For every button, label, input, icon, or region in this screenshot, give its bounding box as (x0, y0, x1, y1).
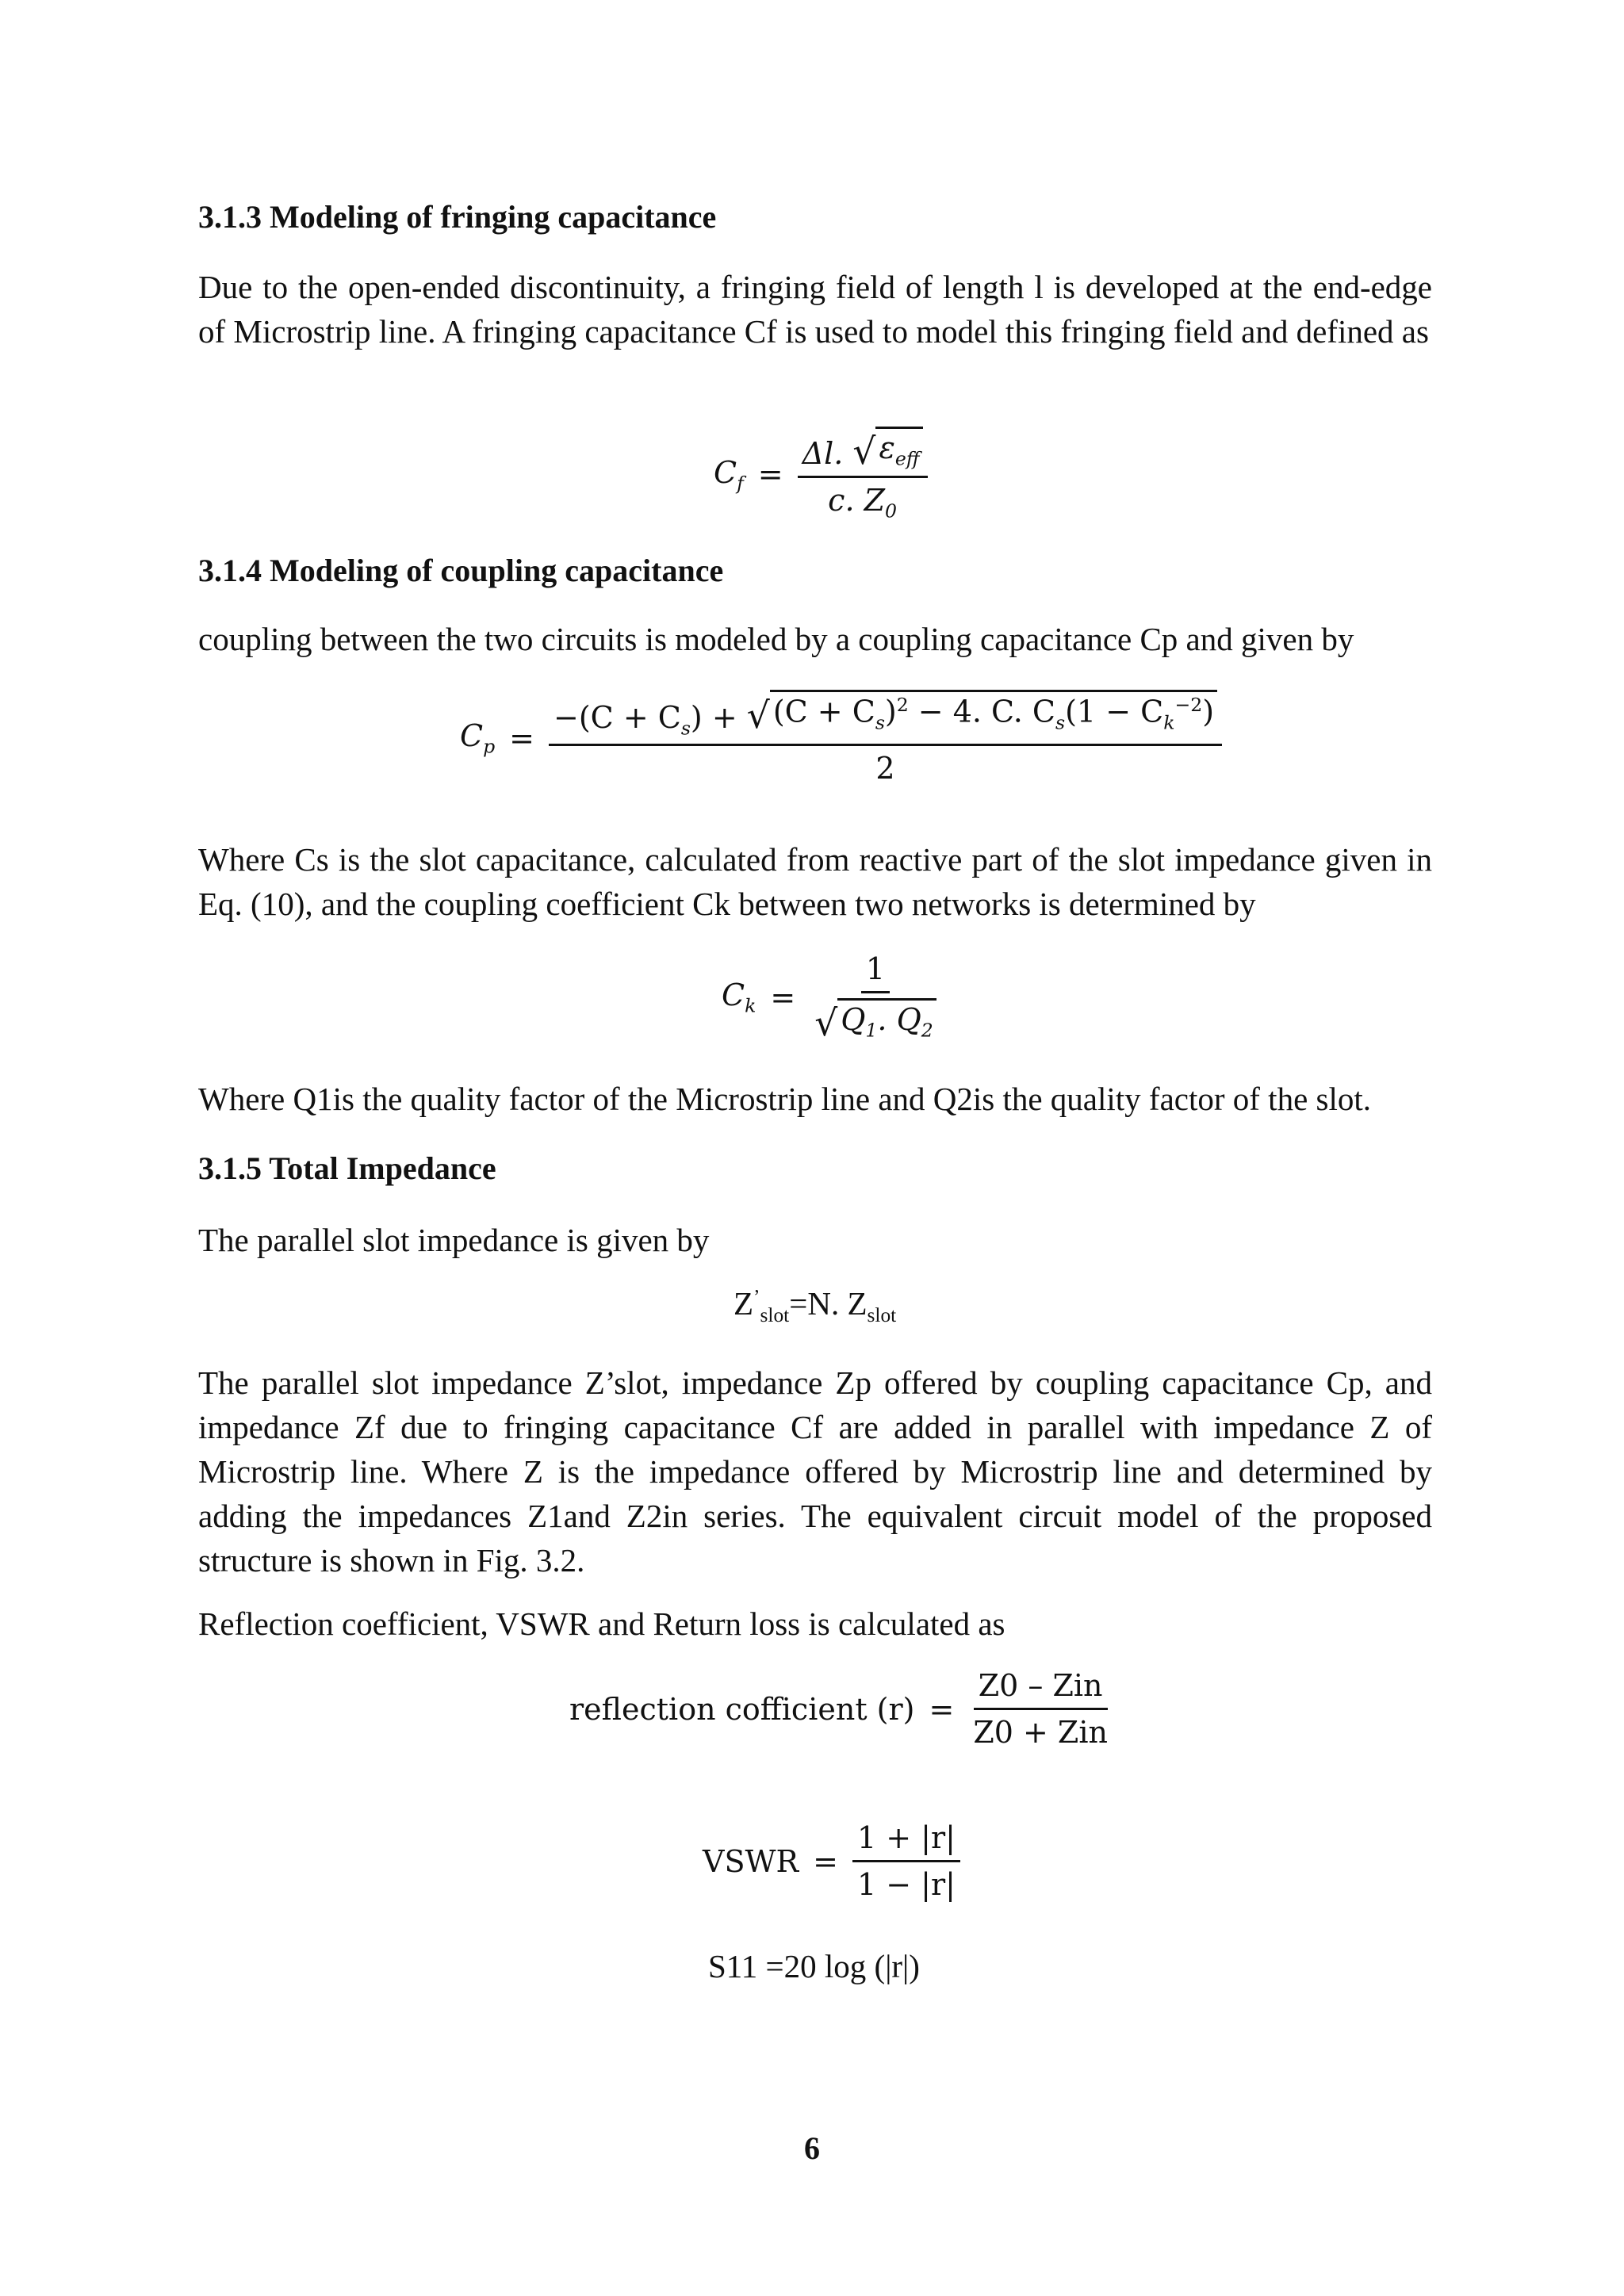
section-heading-3-1-5: 3.1.5 Total Impedance (198, 1150, 496, 1186)
refl-denominator: Z0 + Zin (973, 1715, 1108, 1750)
cp-denominator: 2 (875, 751, 895, 786)
paragraph-quality-factor: Where Q1is the quality factor of the Microstrip line and Q2is the quality factor of the slot. (198, 1081, 1372, 1117)
equation-coupling-capacitance: $C_p$ = $-(C + C_s)$ + √ $(C + C_s)^2 - 4$. C. $C_s(1 - C_k^{-2})$ 2 (460, 690, 1222, 786)
equation-reflection-coefficient: reflection cofficient (r) = $\frac{\text{Z0 – Zin}}{\text{Z0 + Zin}}$ (569, 1668, 1113, 1750)
ck-numerator: 1 (861, 951, 890, 993)
cf-denominator: c. $Z_0$ (828, 483, 897, 522)
paragraph-slot-impedance-intro: The parallel slot impedance is given by (198, 1222, 710, 1258)
equation-vswr: VSWR = $\frac{1 + |r|}{1 - |r|}$ (703, 1820, 960, 1902)
cf-numerator-delta-l: Δl. (802, 436, 844, 471)
paragraph-coupling-intro: coupling between the two circuits is modeled by a coupling capacitance Cp and given by (198, 621, 1354, 657)
paragraph-parallel-impedance: The parallel slot impedance Z’slot, impedance Zp offered by coupling capacitance Cp, and impedance Zf due to fringing capacitance Cf are added in parallel with impedance Z of Microstrip line. Where Z is the impedance offered by Microstrip line and determined by adding the impedances Z1and Z2in series. The equivalent circuit model of the proposed structure is shown in Fig. 3.2. (198, 1364, 1432, 1578)
paragraph-fringing-field: Due to the open-ended discontinuity, a fringing field of length l is developed at the end-edge of Microstrip line. A fringing capacitance Cf is used to model this fringing field and defined as (198, 269, 1432, 350)
refl-numerator: Z0 – Zin (974, 1668, 1108, 1710)
page-number: 6 (804, 2130, 820, 2166)
paragraph-reflection-intro: Reflection coefficient, VSWR and Return loss is calculated as (198, 1605, 1005, 1642)
section-heading-3-1-3: 3.1.3 Modeling of fringing capacitance (198, 199, 717, 235)
vswr-lhs: VSWR (703, 1843, 799, 1879)
cp-numerator-left: $-(C + C_s)$ + (553, 699, 737, 740)
ck-radicand: $Q_1$. $Q_2$ (837, 998, 936, 1042)
paragraph-slot-capacitance: Where Cs is the slot capacitance, calculated from reactive part of the slot impedance given in Eq. (10), and the coupling coefficient Ck between two networks is determined by (198, 841, 1432, 922)
cp-radicand: $(C + C_s)^2 - 4$. C. $C_s(1 - C_k^{-2})$ (770, 690, 1217, 733)
refl-lhs: reflection cofficient (r) (569, 1691, 915, 1727)
section-heading-3-1-4: 3.1.4 Modeling of coupling capacitance (198, 553, 724, 588)
vswr-denominator: 1 − |r| (857, 1867, 956, 1902)
cf-lhs: $C_f$ (714, 454, 744, 495)
equation-fringing-capacitance: $C_f$ = Δl. √ $\varepsilon_{eff}$ c. $Z_0$ (714, 427, 928, 522)
equation-s11: S11 =20 log (|r|) (708, 1948, 920, 1984)
vswr-numerator: 1 + |r| (852, 1820, 960, 1862)
equation-parallel-slot-impedance: $Z^’_{slot}=N$. $Z_{slot}$ (733, 1285, 897, 1327)
equation-coupling-coefficient: $C_k$ = 1 √ $Q_1$. $Q_2$ (722, 951, 941, 1043)
